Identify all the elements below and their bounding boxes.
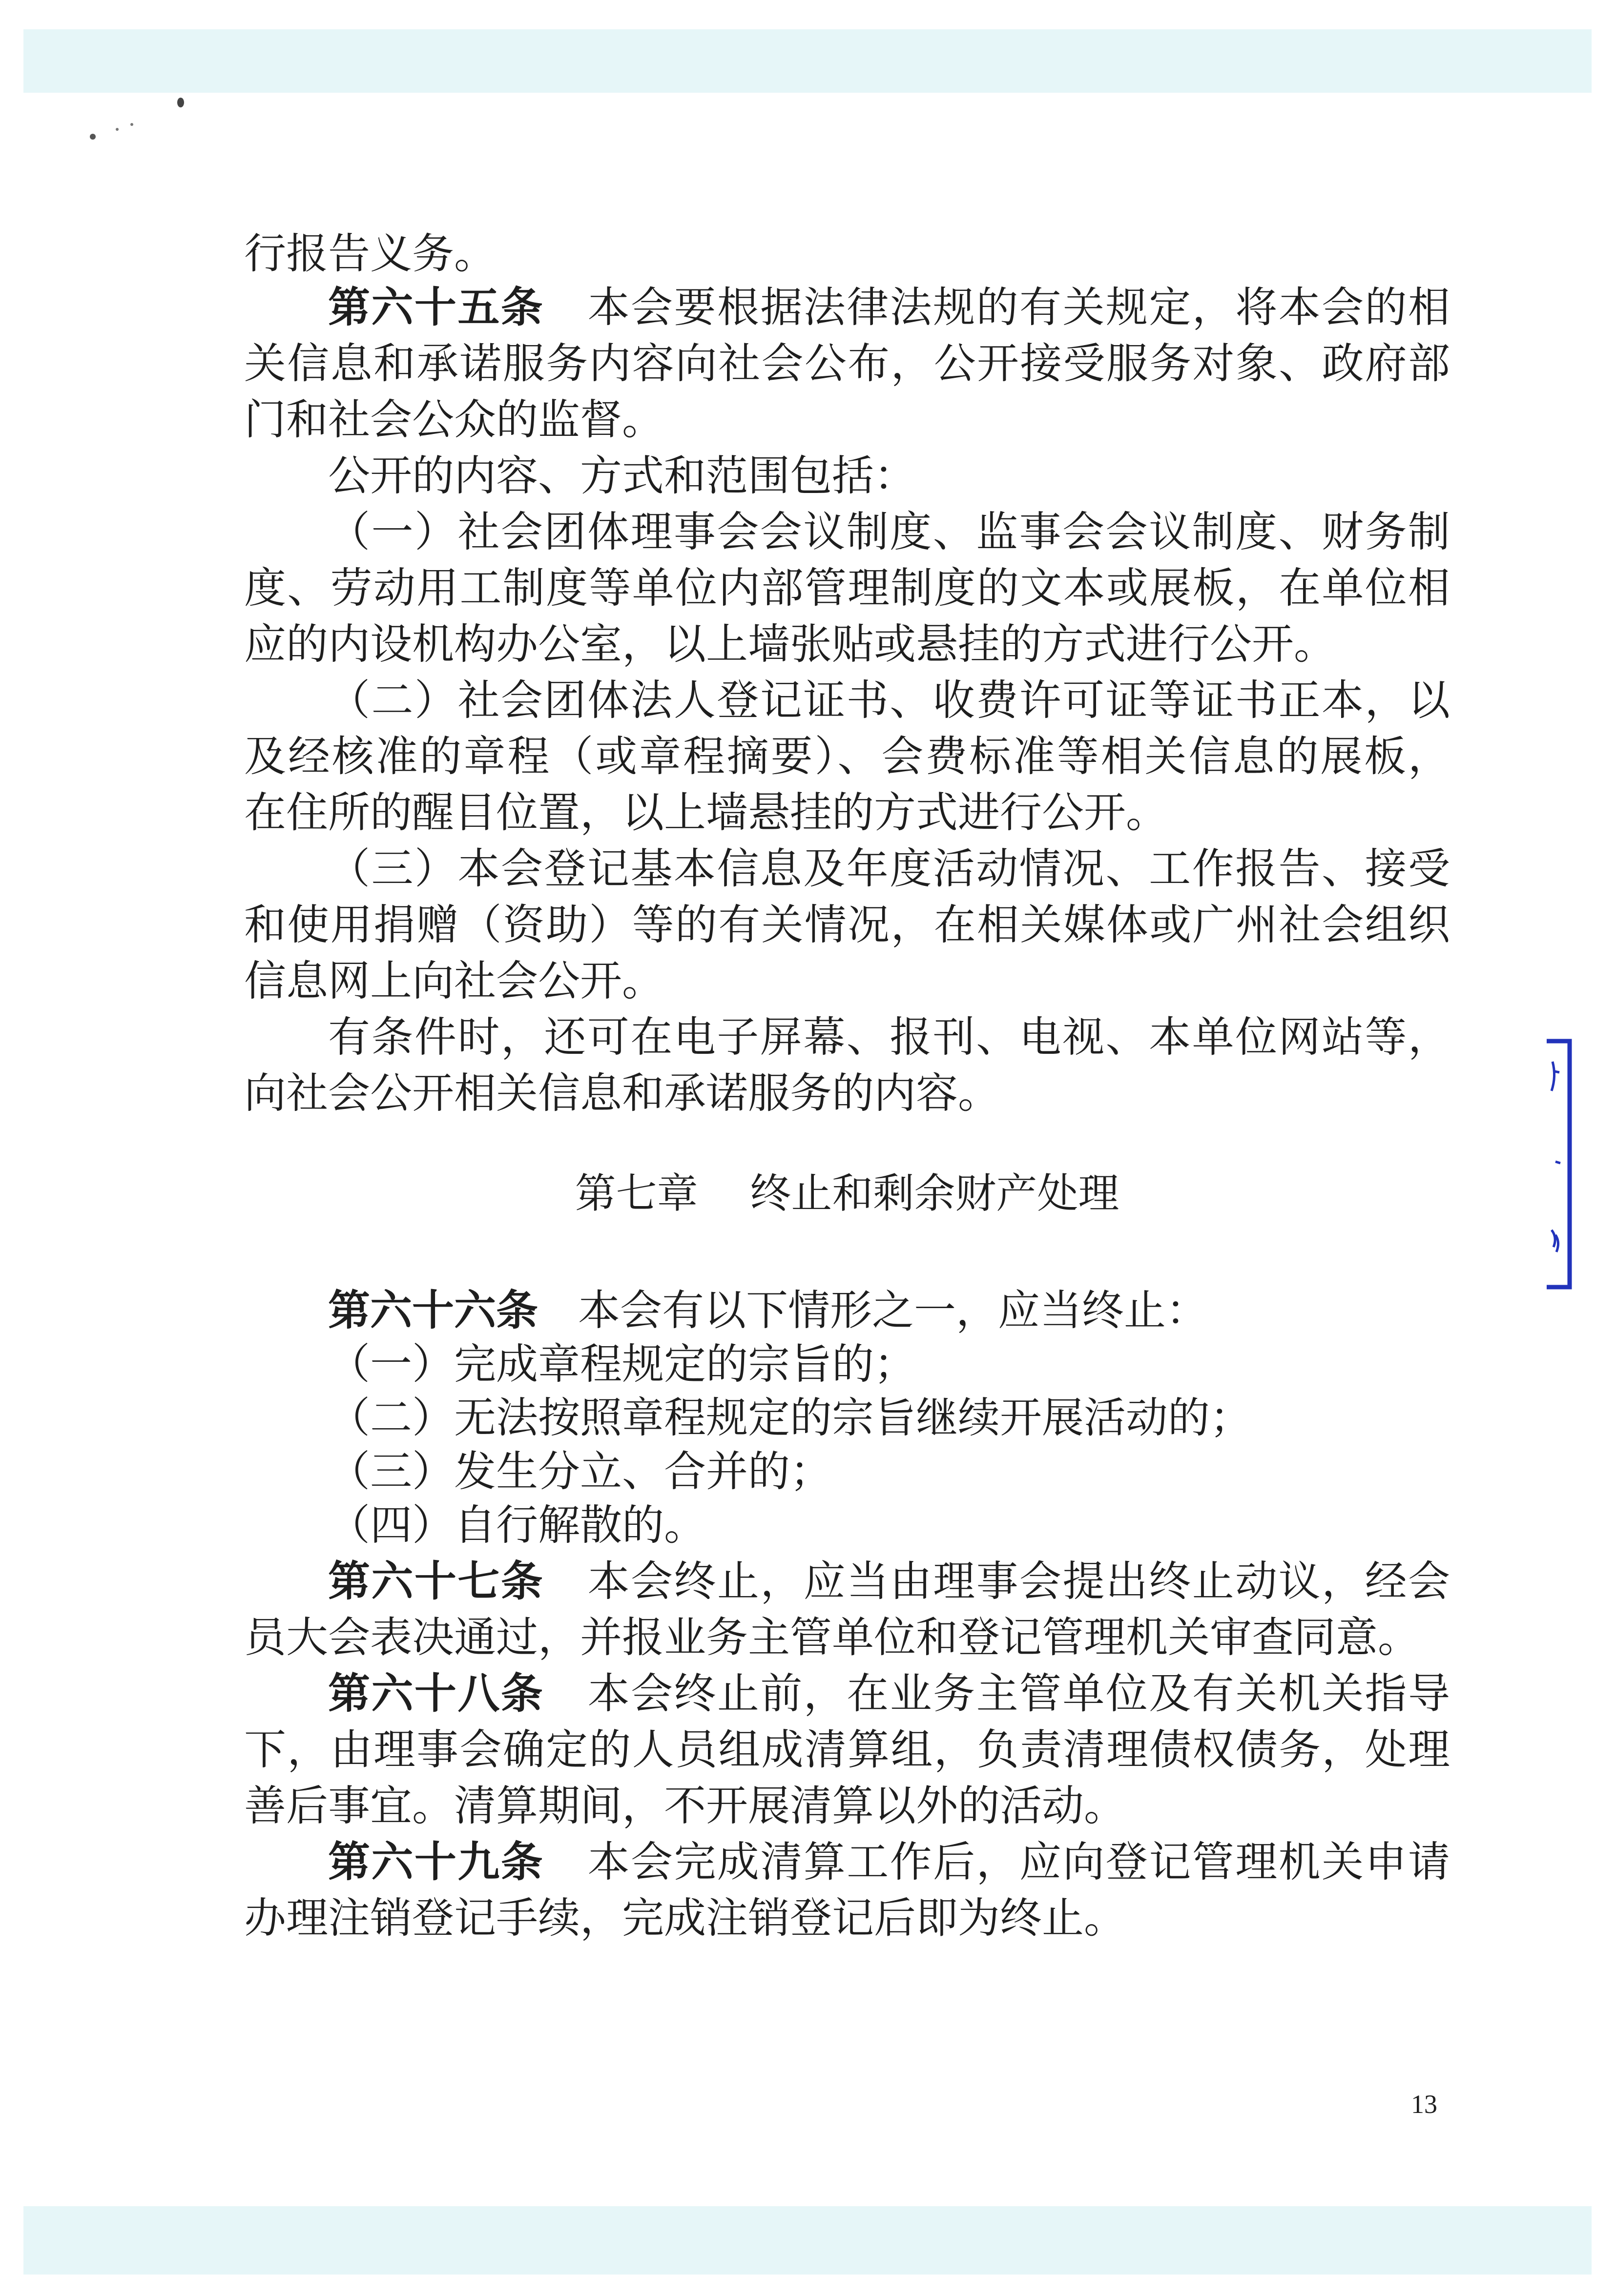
scan-specks [83,90,210,149]
article-65-line-1: 第六十五条 本会要根据法律法规的有关规定，将本会的相 [328,283,1450,332]
text-line: 办理注销登记手续，完成注销登记后即为终止。 [244,1894,1126,1943]
seam-stamp-fragment [1543,1037,1577,1291]
text-line: 向社会公开相关信息和承诺服务的内容。 [244,1069,1000,1118]
article-68-line-1: 第六十八条 本会终止前，在业务主管单位及有关机关指导 [328,1669,1450,1718]
article-69-line-1: 第六十九条 本会完成清算工作后，应向登记管理机关申请 [328,1838,1450,1886]
scan-bottom-band [23,2206,1592,2275]
article-67-line-1: 第六十七条 本会终止，应当由理事会提出终止动议，经会 [328,1557,1450,1606]
article-66-line-1: 第六十六条 本会有以下情形之一，应当终止： [328,1286,1208,1335]
article-67-label: 第六十七条 [328,1557,544,1606]
article-68-label: 第六十八条 [328,1669,544,1718]
text-line: （三）本会登记基本信息及年度活动情况、工作报告、接受 [328,844,1450,893]
chapter-heading [244,1169,1450,1218]
text-line: 及经核准的章程（或章程摘要）、会费标准等相关信息的展板， [244,732,1450,781]
chapter-number: 第七章 [575,1169,698,1217]
chapter-title: 终止和剩余财产处理 [750,1169,1119,1217]
text-line: 公开的内容、方式和范围包括： [328,451,916,500]
list-item: （四）自行解散的。 [328,1501,706,1550]
scan-top-band [23,29,1592,93]
text-line: （一）社会团体理事会会议制度、监事会会议制度、财务制 [328,508,1450,556]
text-line: 行报告义务。 [244,229,496,278]
text-line: 善后事宜。清算期间，不开展清算以外的活动。 [244,1782,1126,1830]
text-line: 员大会表决通过，并报业务主管单位和登记管理机关审查同意。 [244,1613,1420,1662]
text-line: 应的内设机构办公室，以上墙张贴或悬挂的方式进行公开。 [244,620,1336,669]
list-item: （二）无法按照章程规定的宗旨继续开展活动的； [328,1394,1252,1442]
list-item: （三）发生分立、合并的； [328,1447,832,1496]
text-line: 下，由理事会确定的人员组成清算组，负责清理债权债务，处理 [244,1725,1450,1774]
text-line: 有条件时，还可在电子屏幕、报刊、电视、本单位网站等， [328,1013,1450,1062]
text-line: （二）社会团体法人登记证书、收费许可证等证书正本，以 [328,676,1450,725]
text-line: 和使用捐赠（资助）等的有关情况，在相关媒体或广州社会组织 [244,901,1450,949]
article-69-label: 第六十九条 [328,1838,544,1886]
text-line: 信息网上向社会公开。 [244,957,664,1005]
text-line: 关信息和承诺服务内容向社会公布，公开接受服务对象、政府部 [244,339,1450,388]
page-number: 13 [1411,2090,1437,2119]
text-line: 度、劳动用工制度等单位内部管理制度的文本或展板，在单位相 [244,564,1450,613]
list-item: （一）完成章程规定的宗旨的； [328,1340,916,1389]
article-66-label: 第六十六条 [328,1286,538,1335]
article-65-label: 第六十五条 [328,283,544,332]
text-line: 门和社会公众的监督。 [244,395,664,444]
text-line: 在住所的醒目位置，以上墙悬挂的方式进行公开。 [244,788,1168,837]
